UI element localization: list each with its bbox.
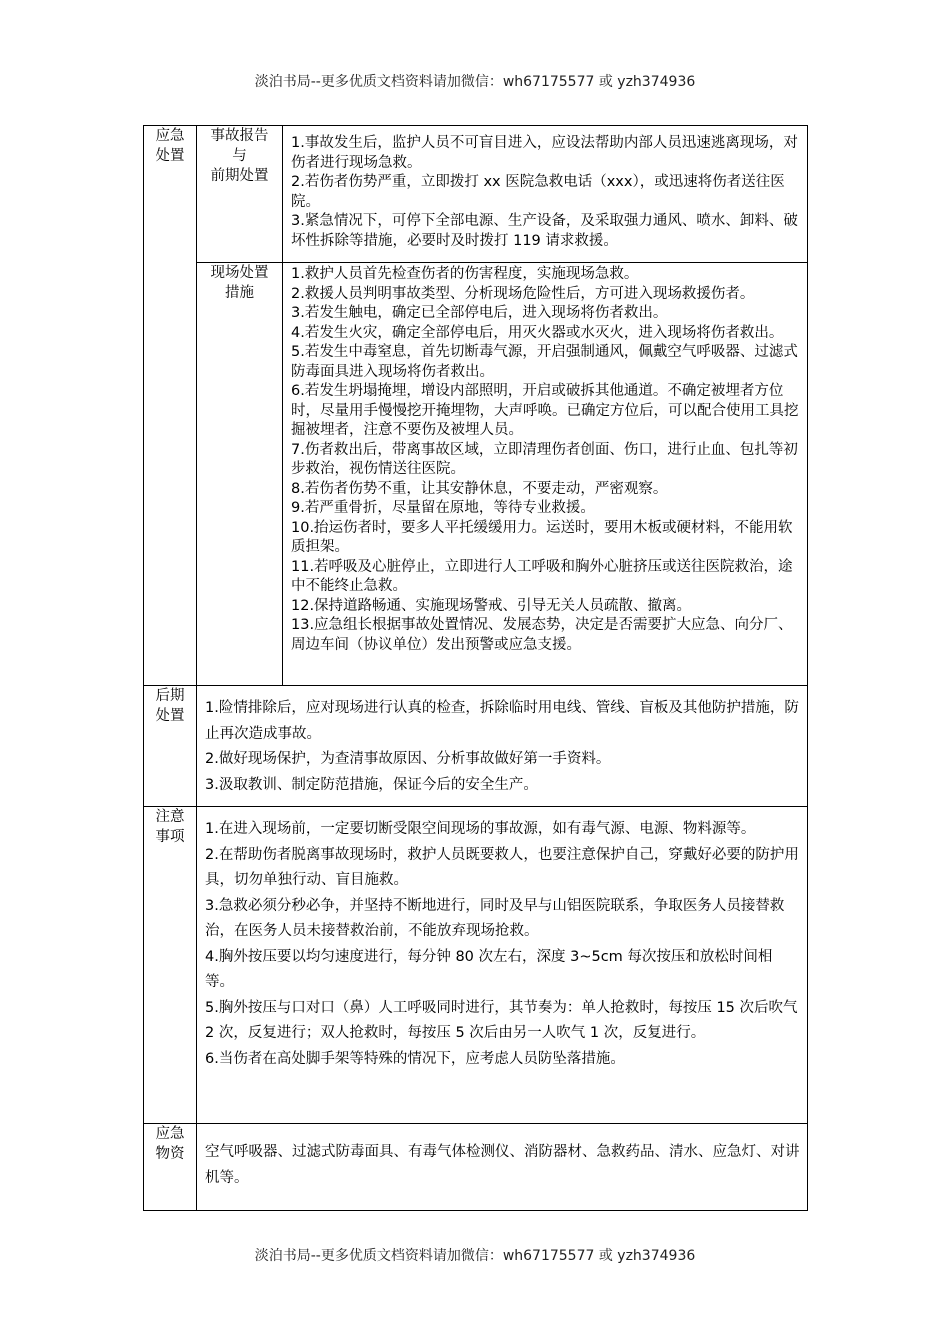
- label-onsite: [197, 263, 283, 686]
- notes-content: [197, 807, 808, 1124]
- report-item: 3.紧急情况下，可停下全部电源、生产设备，及采取强力通风、喷水、卸料、破坏性拆除等措施，必要时及时拨打 119 请求救援。: [291, 213, 798, 249]
- label-report-text: 事故报告 与 前期处置: [210, 128, 269, 184]
- aftermath-item: 1.险情排除后，应对现场进行认真的检查，拆除临时用电线、管线、盲板及其他防护措施，防止再次造成事故。: [205, 700, 799, 742]
- label-emergency: [144, 126, 197, 686]
- label-supplies-text: 应急 物资: [155, 1126, 185, 1162]
- row-aftermath: [144, 686, 808, 807]
- label-emergency-text: 应急 处置: [155, 128, 185, 164]
- page-header: 淡泊书局--更多优质文档资料请加微信：wh67175577 或 yzh374936: [254, 74, 696, 90]
- onsite-item: 10.抬运伤者时，要多人平托缓缓用力。运送时，要用木板或硬材料，不能用软质担架。: [291, 519, 793, 555]
- report-item: 1.事故发生后，监护人员不可盲目进入，应设法帮助内部人员迅速逃离现场，对伤者进行现场急救。: [291, 135, 798, 171]
- notes-item: 4.胸外按压要以均匀速度进行，每分钟 80 次左右，深度 3~5cm 每次按压和放松时间相等。: [205, 948, 773, 990]
- onsite-item: 9.若严重骨折，尽量留在原地，等待专业救援。: [291, 500, 595, 516]
- onsite-item: 1.救护人员首先检查伤者的伤害程度，实施现场急救。: [291, 266, 639, 282]
- label-onsite-text: 现场处置 措施: [210, 265, 269, 301]
- label-notes-text: 注意 事项: [155, 809, 185, 845]
- onsite-item: 6.若发生坍塌掩埋，增设内部照明，开启或破拆其他通道。不确定被埋者方位时，尽量用手慢慢挖开掩埋物，大声呼唤。已确定方位后，可以配合使用工具挖掘被埋者，注意不要伤及被埋人员。: [291, 383, 799, 438]
- onsite-item: 12.保持道路畅通、实施现场警戒、引导无关人员疏散、撤离。: [291, 597, 692, 614]
- notes-item: 6.当伤者在高处脚手架等特殊的情况下，应考虑人员防坠落措施。: [205, 1050, 625, 1067]
- label-report: [197, 126, 283, 263]
- row-report: [144, 126, 808, 263]
- onsite-item: 8.若伤者伤势不重，让其安静休息，不要走动，严密观察。: [291, 480, 668, 497]
- label-aftermath-text: 后期 处置: [155, 688, 185, 724]
- label-supplies: [144, 1124, 197, 1211]
- emergency-plan-table: [143, 125, 808, 1211]
- page-footer: 淡泊书局--更多优质文档资料请加微信：wh67175577 或 yzh374936: [254, 1248, 696, 1264]
- aftermath-content: [197, 686, 808, 807]
- row-supplies: [144, 1124, 808, 1211]
- supplies-text: 空气呼吸器、过滤式防毒面具、有毒气体检测仪、消防器材、急救药品、清水、应急灯、对讲机等。: [205, 1144, 800, 1186]
- onsite-item: 11.若呼吸及心脏停止，立即进行人工呼吸和胸外心脏挤压或送往医院救治，途中不能终止急救。: [291, 558, 793, 594]
- onsite-item: 5.若发生中毒窒息，首先切断毒气源，开启强制通风，佩戴空气呼吸器、过滤式防毒面具进入现场将伤者救出。: [291, 344, 798, 380]
- label-aftermath: [144, 686, 197, 807]
- report-item: 2.若伤者伤势严重，立即拨打 xx 医院急救电话（xxx），或迅速将伤者送往医院。: [291, 174, 785, 210]
- label-notes: [144, 807, 197, 1124]
- onsite-item: 13.应急组长根据事故处置情况、发展态势，决定是否需要扩大应急、向分厂、周边车间（协议单位）发出预警或应急支援。: [291, 617, 793, 653]
- onsite-item: 7.伤者救出后，带离事故区域，立即清理伤者创面、伤口，进行止血、包扎等初步救治，视伤情送往医院。: [291, 441, 798, 477]
- aftermath-item: 2.做好现场保护，为查清事故原因、分析事故做好第一手资料。: [205, 751, 611, 767]
- onsite-item: 4.若发生火灾，确定全部停电后，用灭火器或水灭火，进入现场将伤者救出。: [291, 324, 784, 341]
- notes-item: 5.胸外按压与口对口（鼻）人工呼吸同时进行，其节奏为：单人抢救时，每按压 15 次后吹气 2 次，反复进行；双人抢救时，每按压 5 次后由另一人吹气 1 次，反复进行。: [205, 999, 798, 1041]
- onsite-item: 3.若发生触电，确定已全部停电后，进入现场将伤者救出。: [291, 305, 668, 321]
- row-notes: [144, 807, 808, 1124]
- onsite-content: [283, 263, 808, 686]
- notes-item: 2.在帮助伤者脱离事故现场时，救护人员既要救人，也要注意保护自己，穿戴好必要的防护用具，切勿单独行动、盲目施救。: [205, 846, 799, 888]
- onsite-item: 2.救援人员判明事故类型、分析现场危险性后，方可进入现场救援伤者。: [291, 285, 755, 302]
- notes-item: 3.急救必须分秒必争，并坚持不断地进行，同时及早与山铝医院联系，争取医务人员接替救治，在医务人员未接替救治前，不能放弃现场抢救。: [205, 897, 785, 939]
- notes-item: 1.在进入现场前，一定要切断受限空间现场的事故源，如有毒气源、电源、物料源等。: [205, 821, 756, 837]
- supplies-content: [197, 1124, 808, 1211]
- aftermath-item: 3.汲取教训、制定防范措施，保证今后的安全生产。: [205, 776, 538, 793]
- row-onsite: [144, 263, 808, 686]
- report-content: [283, 126, 808, 263]
